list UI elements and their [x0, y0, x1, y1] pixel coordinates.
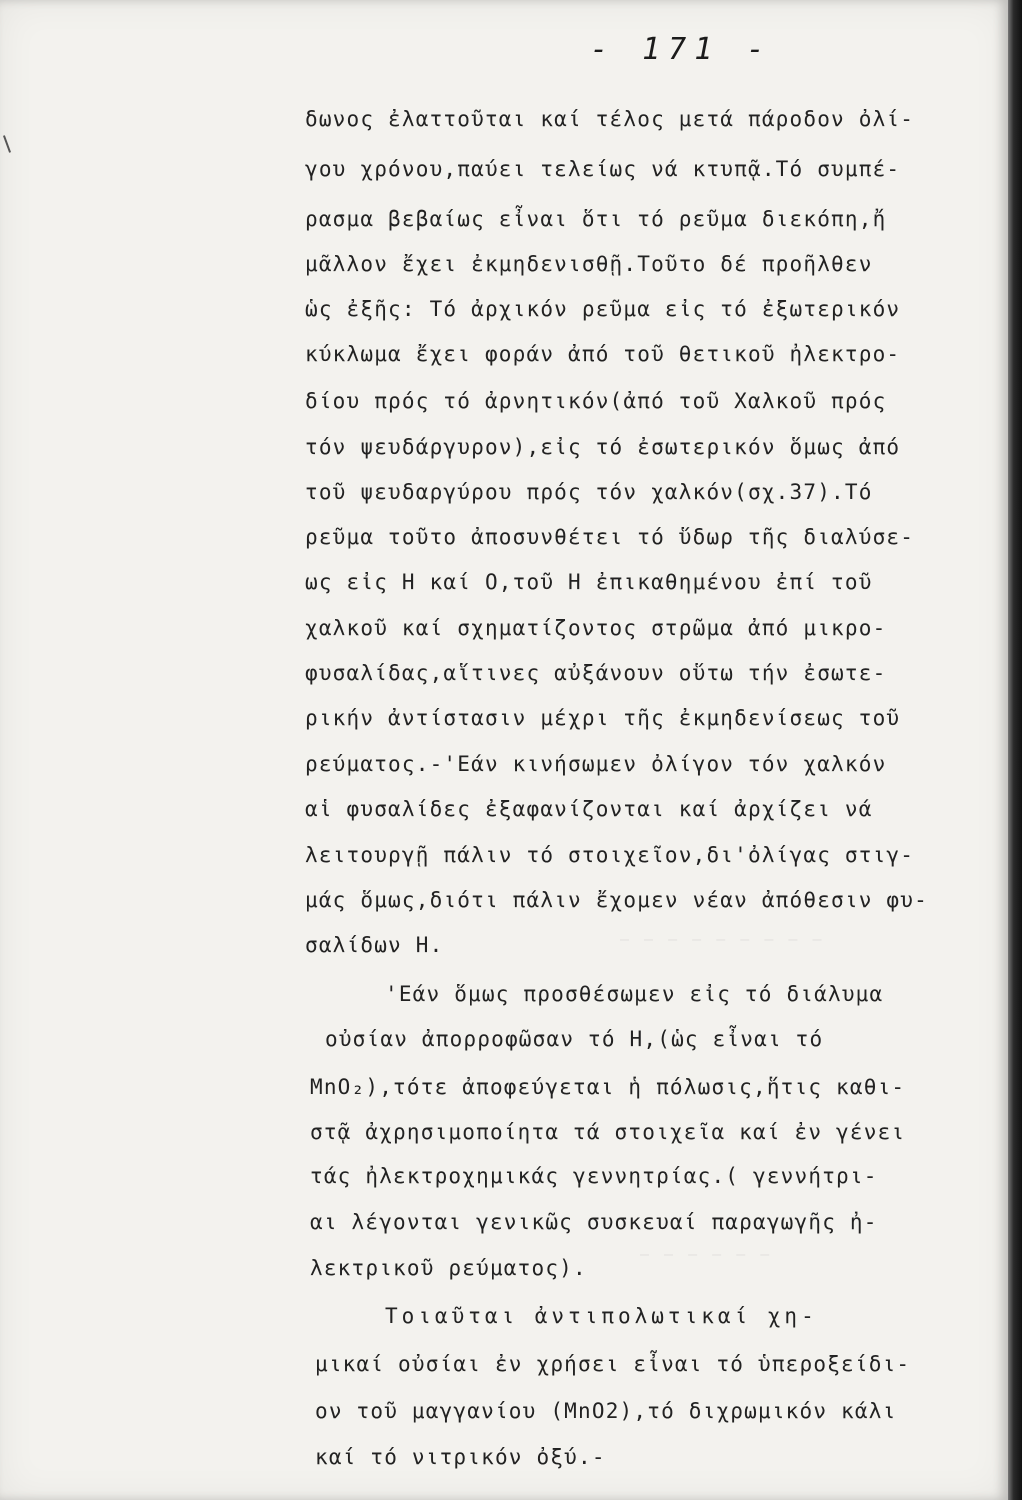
text-line: ρικήν ἀντίστασιν μέχρι τῆς ἐκμηδενίσεως τοῦ	[305, 706, 901, 730]
text-line: στᾷ ἀχρησιμοποίητα τά στοιχεῖα καί ἐν γένει	[310, 1120, 906, 1144]
text-line: μάς ὅμως,διότι πάλιν ἔχομεν νέαν ἀπόθεσιν φυ-	[305, 888, 928, 912]
text-line: αι λέγονται γενικῶς συσκευαί παραγωγῆς ἠ-	[310, 1210, 878, 1234]
text-line: Τοιαῦται ἀντιπολωτικαί χη-	[385, 1304, 818, 1328]
text-line: λεκτρικοῦ ρεύματος).	[310, 1256, 587, 1280]
text-line: γου χρόνου,παύει τελείως νά κτυπᾷ.Τό συμπέ-	[305, 157, 901, 181]
text-line: φυσαλίδας,αἵτινες αὐξάνουν οὕτω τήν ἐσωτε-	[305, 661, 887, 685]
page-number: - 171 -	[590, 32, 773, 67]
bleed-through-text: — — — — — — — — —	[620, 930, 825, 948]
text-line: μικαί οὐσίαι ἐν χρήσει εἶναι τό ὑπεροξείδι-	[315, 1352, 911, 1376]
text-line: MnO₂),τότε ἀποφεύγεται ἡ πόλωσις,ἥτις καθι-	[310, 1075, 906, 1099]
text-line: τόν ψευδάργυρον),εἰς τό ἐσωτερικόν ὅμως ἀπό	[305, 435, 901, 459]
text-line: ὡς ἐξῆς: Τό ἀρχικόν ρεῦμα εἰς τό ἐξωτερικόν	[305, 297, 901, 321]
text-line: κύκλωμα ἔχει φοράν ἀπό τοῦ θετικοῦ ἠλεκτρο-	[305, 342, 901, 366]
bleed-through-text: — — — — — —	[640, 1245, 773, 1263]
text-line: ον τοῦ μαγγανίου (MnO2),τό διχρωμικόν κάλι	[315, 1399, 897, 1423]
text-line: αἱ φυσαλίδες ἐξαφανίζονται καί ἀρχίζει νά	[305, 797, 873, 821]
text-line: χαλκοῦ καί σχηματίζοντος στρῶμα ἀπό μικρο-	[305, 616, 887, 640]
text-line: 'Εάν ὅμως προσθέσωμεν εἰς τό διάλυμα	[385, 982, 884, 1006]
text-line: καί τό νιτρικόν ὀξύ.-	[315, 1445, 606, 1469]
text-line: ρεῦμα τοῦτο ἀποσυνθέτει τό ὕδωρ τῆς διαλύσε-	[305, 525, 915, 549]
text-line: σαλίδων Η.	[305, 933, 444, 957]
text-line: λειτουργῇ πάλιν τό στοιχεῖον,δι'ὀλίγας στιγ-	[305, 843, 915, 867]
text-line: ως εἰς Η καί Ο,τοῦ Η ἐπικαθημένου ἐπί τοῦ	[305, 570, 873, 594]
text-line: δωνος ἐλαττοῦται καί τέλος μετά πάροδον ὀλί-	[305, 107, 915, 131]
text-line: ρασμα βεβαίως εἶναι ὅτι τό ρεῦμα διεκόπη,ἤ	[305, 207, 887, 231]
text-line: οὐσίαν ἀπορροφῶσαν τό Η,(ὡς εἶναι τό	[325, 1027, 824, 1051]
text-line: μᾶλλον ἔχει ἐκμηδενισθῇ.Τοῦτο δέ προῆλθεν	[305, 252, 873, 276]
text-line: τάς ἠλεκτροχημικάς γεννητρίας.( γεννήτρι-	[310, 1164, 878, 1188]
text-line: δίου πρός τό ἀρνητικόν(ἀπό τοῦ Χαλκοῦ πρός	[305, 389, 887, 413]
text-line: ρεύματος.-'Εάν κινήσωμεν ὀλίγον τόν χαλκόν	[305, 752, 887, 776]
page-edge-shadow	[1008, 0, 1022, 1500]
text-line: τοῦ ψευδαργύρου πρός τόν χαλκόν(σχ.37).Τό	[305, 480, 873, 504]
